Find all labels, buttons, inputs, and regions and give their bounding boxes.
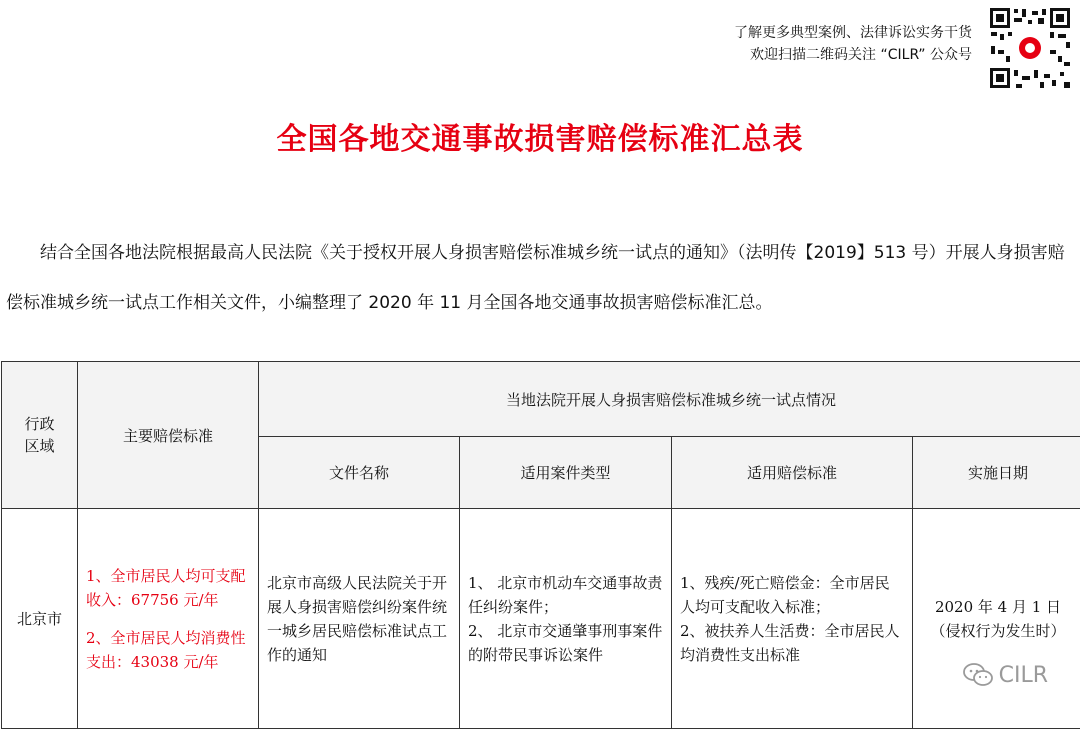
header-pilot: 当地法院开展人身损害赔偿标准城乡统一试点情况 [259, 362, 1080, 437]
subheader-comp-standard: 适用赔偿标准 [672, 437, 913, 509]
cell-comp-standard [672, 509, 913, 729]
cell-case-type [460, 509, 672, 729]
qr-code-icon [988, 6, 1072, 90]
page-title: 全国各地交通事故损害赔偿标准汇总表 [0, 114, 1080, 158]
standard-line-1: 1、全市居民人均可支配收入：67756 元/年 [86, 564, 250, 612]
date-line-1: 2020 年 4 月 1 日 [913, 595, 1080, 619]
comp-std-line-2: 2、被扶养人生活费：全市居民人均消费性支出标准 [680, 619, 904, 667]
date-line-2: （侵权行为发生时） [913, 619, 1080, 643]
header-note [734, 22, 972, 66]
subheader-date: 实施日期 [913, 437, 1080, 509]
watermark [963, 662, 1048, 688]
table-row [2, 509, 1080, 729]
header-region [2, 362, 78, 509]
wechat-icon [963, 662, 993, 688]
intro-paragraph: 结合全国各地法院根据最高人民法院《关于授权开展人身损害赔偿标准城乡统一试点的通知》（法明传【2019】513 号）开展人身损害赔偿标准城乡统一试点工作相关文件，小编整理了 2020 年 11 月全国各地交通事故损害赔偿标准汇总。 [6, 228, 1076, 328]
header-region-label: 行政 区域 [2, 413, 77, 457]
cell-document: 北京市高级人民法院关于开展人身损害赔偿纠纷案件统一城乡居民赔偿标准试点工作的通知 [259, 509, 460, 729]
header-note-line2: 欢迎扫描二维码关注 “CILR” 公众号 [734, 44, 972, 66]
header-note-line1: 了解更多典型案例、法律诉讼实务干货 [734, 22, 972, 44]
cell-region: 北京市 [2, 509, 78, 729]
subheader-document: 文件名称 [259, 437, 460, 509]
header-standard: 主要赔偿标准 [78, 362, 259, 509]
case-type-line-1: 1、 北京市机动车交通事故责任纠纷案件； [468, 571, 663, 619]
compensation-table [1, 361, 1080, 729]
standard-line-2: 2、全市居民人均消费性支出：43038 元/年 [86, 626, 250, 674]
cell-standard [78, 509, 259, 729]
comp-std-line-1: 1、残疾/死亡赔偿金：全市居民人均可支配收入标准； [680, 571, 904, 619]
subheader-case-type: 适用案件类型 [460, 437, 672, 509]
case-type-line-2: 2、 北京市交通肇事刑事案件的附带民事诉讼案件 [468, 619, 663, 667]
cell-date [913, 509, 1080, 729]
watermark-text: CILR [999, 663, 1048, 688]
